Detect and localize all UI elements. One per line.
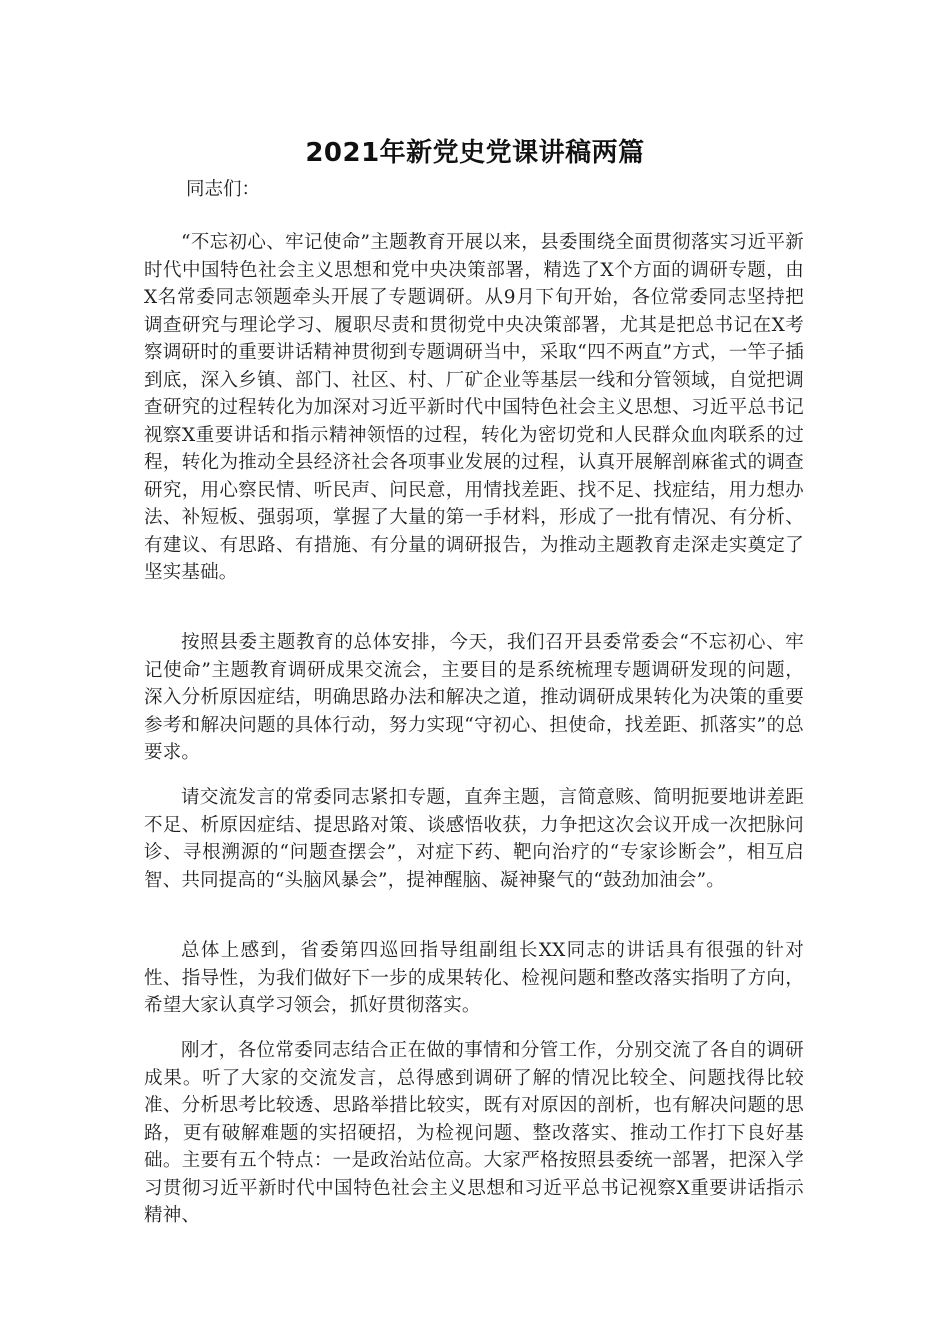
paragraph-2: 按照县委主题教育的总体安排，今天，我们召开县委常委会“不忘初心、牢记使命”主题教育调研成果交流会，主要目的是系统梳理专题调研发现的问题，深入分析原因症结，明确思路办法和解决之道，推动调研成果转化为决策的重要参考和解决问题的具体行动，努力实现“守初心、担使命，找差距、抓落实”的总要求。: [144, 632, 804, 763]
document-title: 2021年新党史党课讲稿两篇: [305, 138, 645, 168]
paragraph-1: “不忘初心、牢记使命”主题教育开展以来，县委围绕全面贯彻落实习近平新时代中国特色社会主义思想和党中央决策部署，精选了X个方面的调研专题，由X名常委同志领题牵头开展了专题调研。从9月下旬开始，各位常委同志坚持把调查研究与理论学习、履职尽责和贯彻党中央决策部署，尤其是把总书记在X考察调研时的重要讲话精神贯彻到专题调研当中，采取“四不两直”方式，一竿子插到底，深入乡镇、部门、社区、村、厂矿企业等基层一线和分管领域，自觉把调查研究的过程转化为加深对习近平新时代中国特色社会主义思想、习近平总书记视察X重要讲话和指示精神领悟的过程，转化为密切党和人民群众血肉联系的过程，转化为推动全县经济社会各项事业发展的过程，认真开展解剖麻雀式的调查研究，用心察民情、听民声、问民意，用情找差距、找不足、找症结，用力想办法、补短板、强弱项，掌握了大量的第一手材料，形成了一批有情况、有分析、有建议、有思路、有措施、有分量的调研报告，为推动主题教育走深走实奠定了坚实基础。: [144, 232, 804, 583]
salutation: 同志们：: [186, 179, 261, 200]
paragraph-5: 刚才，各位常委同志结合正在做的事情和分管工作，分别交流了各自的调研成果。听了大家的交流发言，总得感到调研了解的情况比较全、问题找得比较准、分析思考比较透、思路举措比较实，既有对原因的剖析，也有解决问题的思路，更有破解难题的实招硬招，为检视问题、整改落实、推动工作打下良好基础。主要有五个特点：一是政治站位高。大家严格按照县委统一部署，把深入学习贯彻习近平新时代中国特色社会主义思想和习近平总书记视察X重要讲话指示精神、: [144, 1040, 804, 1226]
paragraph-4: 总体上感到，省委第四巡回指导组副组长XX同志的讲话具有很强的针对性、指导性，为我们做好下一步的成果转化、检视问题和整改落实指明了方向，希望大家认真学习领会，抓好贯彻落实。: [144, 940, 804, 1016]
paragraph-3: 请交流发言的常委同志紧扣专题，直奔主题，言简意赅、简明扼要地讲差距不足、析原因症结、提思路对策、谈感悟收获，力争把这次会议开成一次把脉问诊、寻根溯源的“问题查摆会”，对症下药、靶向治疗的“专家诊断会”，相互启智、共同提高的“头脑风暴会”，提神醒脑、凝神聚气的“鼓劲加油会”。: [144, 787, 804, 891]
